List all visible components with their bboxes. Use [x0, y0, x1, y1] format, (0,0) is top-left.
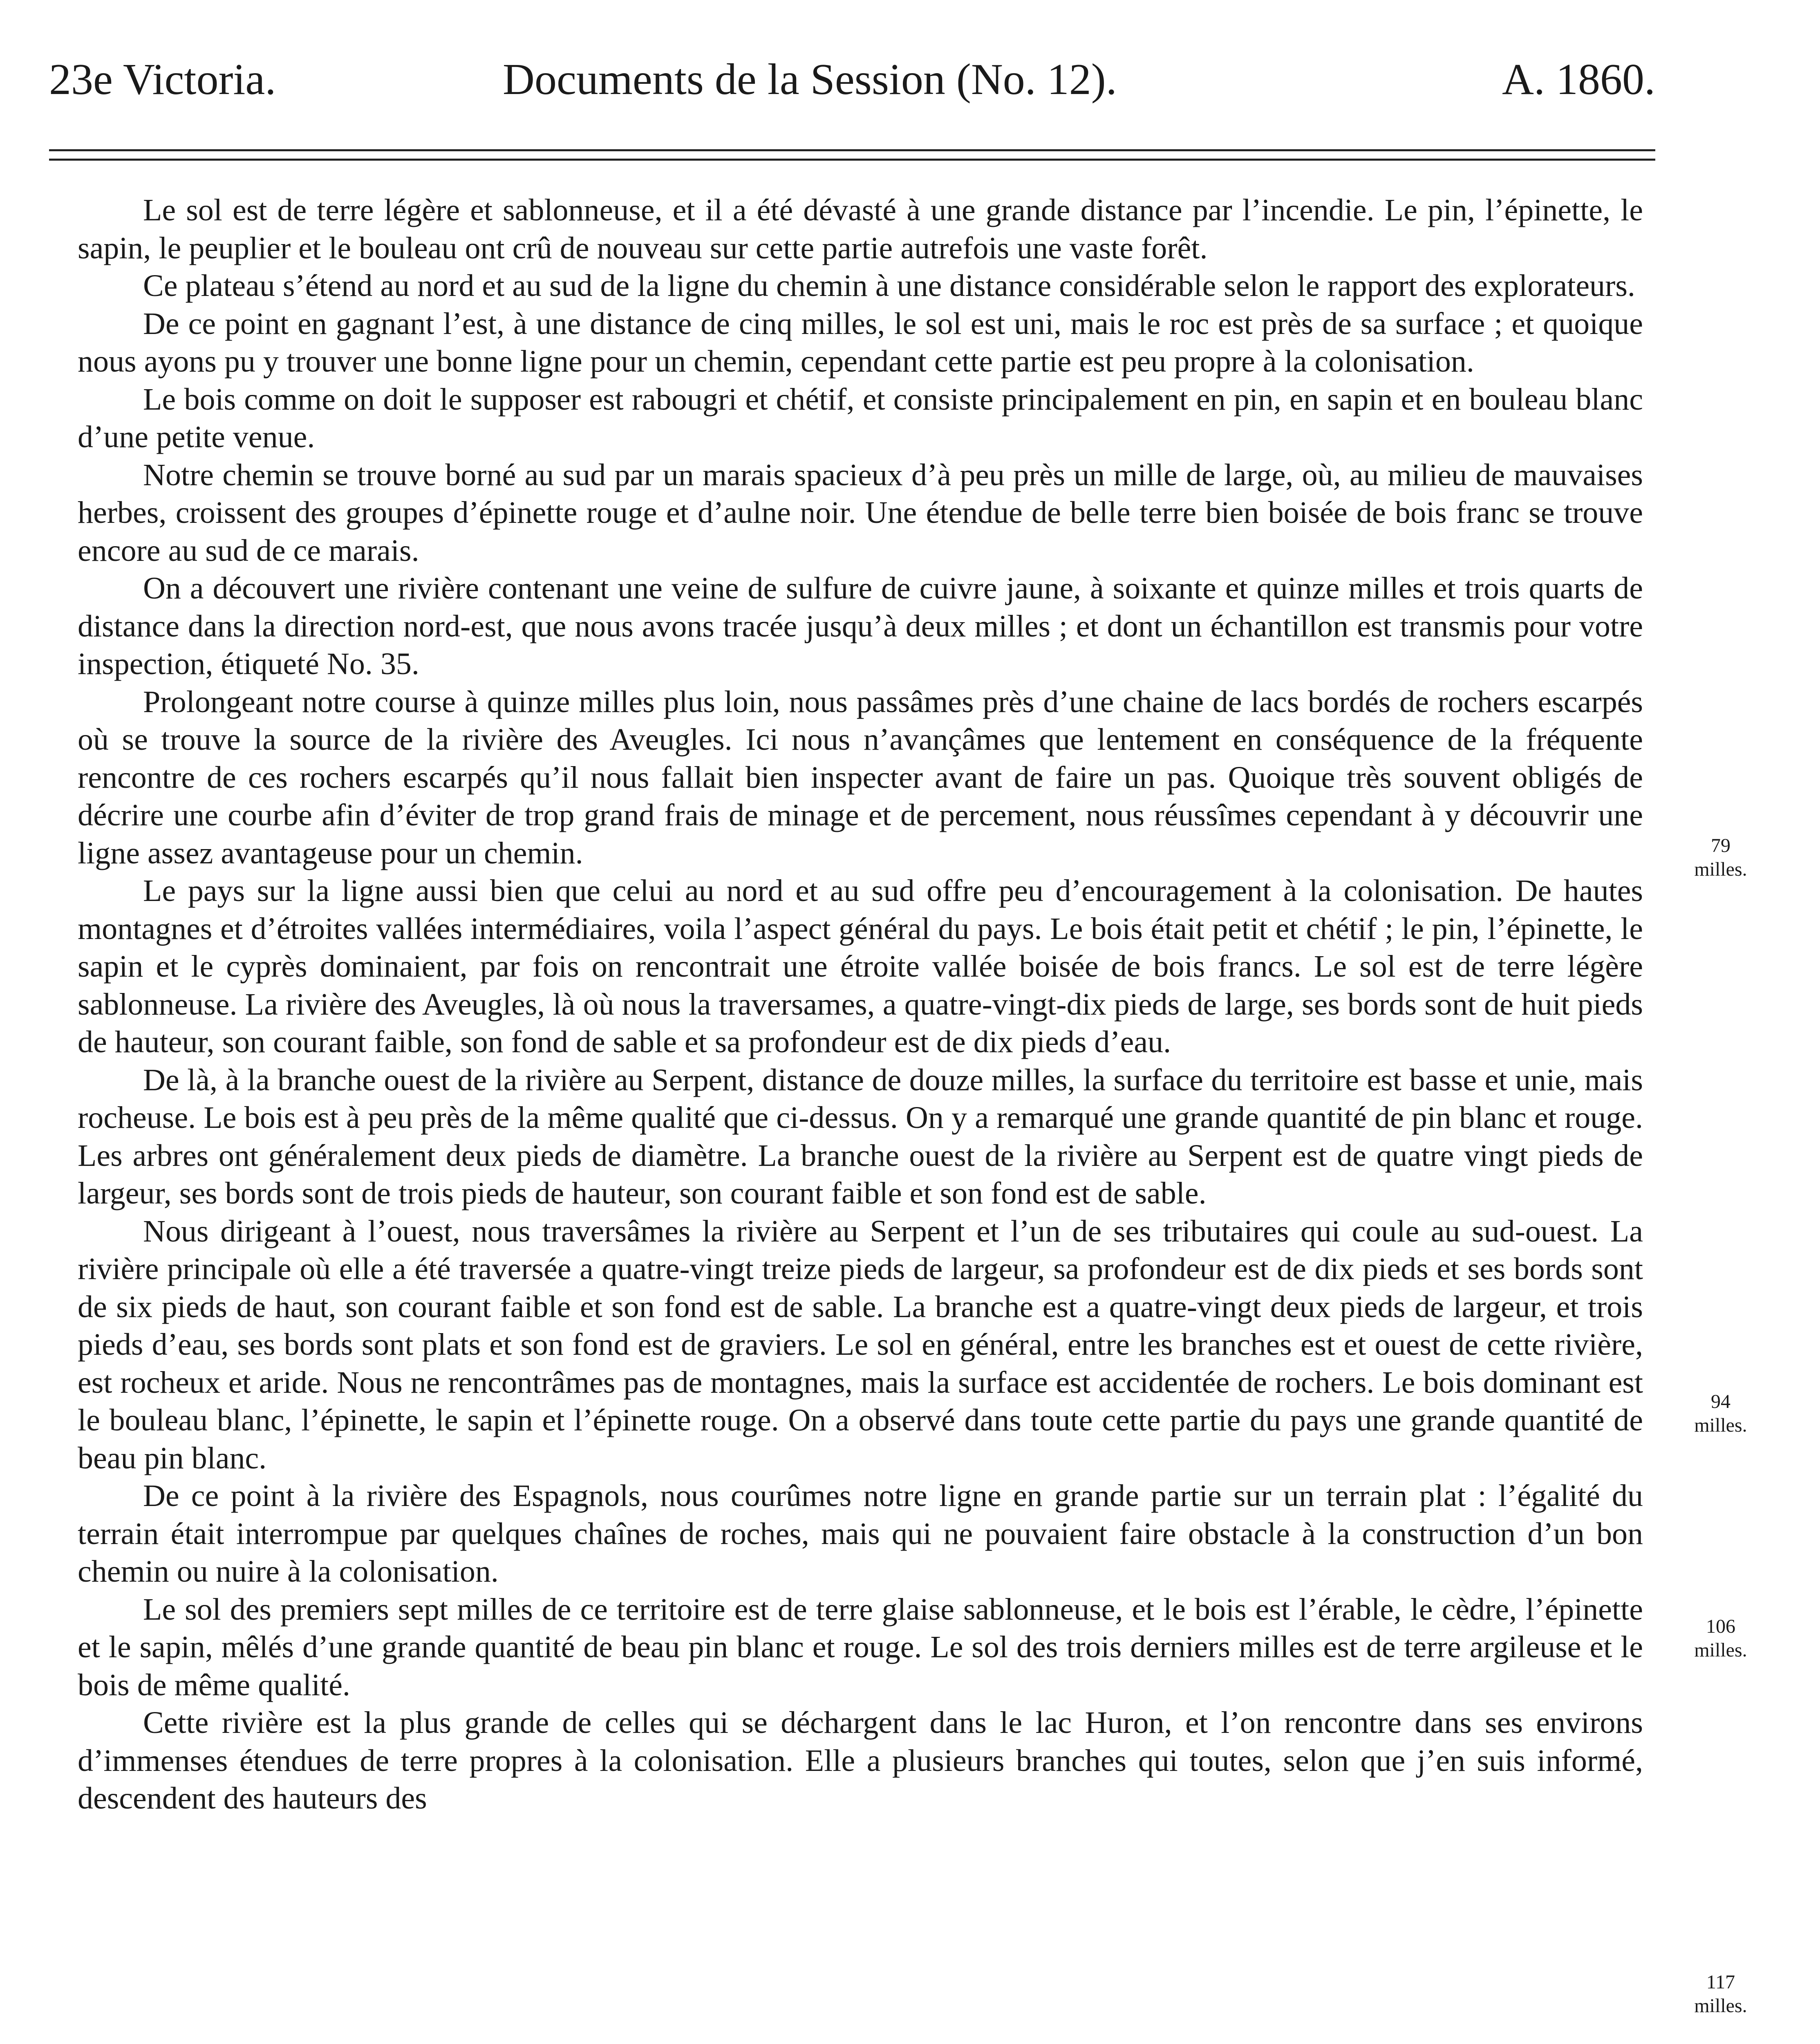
margin-note-106	[1659, 1615, 1782, 1662]
paragraph: Le bois comme on doit le supposer est rabougri et chétif, et consiste principalement en pin, en sapin et en bouleau blanc d’une petite venue.	[78, 382, 1643, 454]
margin-note-number: 79	[1711, 835, 1730, 856]
header-rule-top	[49, 149, 1655, 151]
margin-note-unit: milles.	[1694, 1995, 1747, 2017]
header-year: A. 1860.	[1502, 55, 1655, 104]
header-rule-bottom	[49, 159, 1655, 161]
paragraph: De ce point à la rivière des Espagnols, nous courûmes notre ligne en grande partie sur un terrain plat : l’égalité du terrain était interrompue par quelques chaînes de roches, mais qui ne pouvaient faire obstacle à la construction d’un bon chemin ou nuire à la colonisation.	[78, 1479, 1643, 1589]
margin-note-unit: milles.	[1694, 1414, 1747, 1436]
paragraph: Le sol est de terre légère et sablonneuse, et il a été dévasté à une grande distance par l’incendie. Le pin, l’épinette, le sapin, le peuplier et le bouleau ont crû de nouveau sur cette partie autrefois une vaste forêt.	[78, 193, 1643, 265]
margin-note-number: 117	[1706, 1971, 1735, 1993]
margin-note-79	[1659, 834, 1782, 881]
header-title: Documents de la Session (No. 12).	[503, 55, 1117, 104]
margin-note-unit: milles.	[1694, 858, 1747, 880]
margin-note-number: 106	[1706, 1616, 1735, 1637]
paragraph: Notre chemin se trouve borné au sud par un marais spacieux d’à peu près un mille de large, où, au milieu de mauvaises herbes, croissent des groupes d’épinette rouge et d’aulne noir. Une étendue de belle terre bien boisée de bois franc se trouve encore au sud de ce marais.	[78, 457, 1643, 568]
paragraph: Ce plateau s’étend au nord et au sud de la ligne du chemin à une distance considérable selon le rapport des explorateurs.	[143, 269, 1635, 303]
margin-note-94	[1659, 1390, 1782, 1437]
margin-note-117	[1659, 1970, 1782, 2018]
page-header	[49, 49, 1655, 110]
header-session: 23e Victoria.	[49, 55, 276, 104]
paragraph: Prolongeant notre course à quinze milles plus loin, nous passâmes près d’une chaine de lacs bordés de rochers escarpés où se trouve la source de la rivière des Aveugles. Ici nous n’avançâmes que lentement en conséquence de la fréquente rencontre de ces rochers escarpés qu’il nous fallait bien inspecter avant de faire un pas. Quoique très souvent obligés de décrire une courbe afin d’éviter de trop grand frais de minage et de percement, nous réussîmes cependant à y découvrir une ligne assez avantageuse pour un chemin.	[78, 684, 1643, 870]
margin-note-number: 94	[1711, 1391, 1730, 1412]
paragraph: On a découvert une rivière contenant une veine de sulfure de cuivre jaune, à soixante et quinze milles et trois quarts de distance dans la direction nord-est, que nous avons tracée jusqu’à deux milles ; et dont un échantillon est transmis pour votre inspection, étiqueté No. 35.	[78, 571, 1643, 681]
paragraph: Le sol des premiers sept milles de ce territoire est de terre glaise sablonneuse, et le bois est l’érable, le cèdre, l’épinette et le sapin, mêlés d’une grande quantité de beau pin blanc et rouge. Le sol des trois derniers milles est de terre argileuse et le bois de même qualité.	[78, 1592, 1643, 1702]
paragraph: Le pays sur la ligne aussi bien que celui au nord et au sud offre peu d’encouragement à la colonisation. De hautes montagnes et d’étroites vallées intermédiaires, voila l’aspect général du pays. Le bois était petit et chétif ; le pin, l’épinette, le sapin et le cyprès dominaient, par fois on rencontrait une étroite vallée boisée de bois francs. Le sol est de terre légère sablonneuse. La rivière des Aveugles, là où nous la traversames, a quatre-vingt-dix pieds de large, ses bords sont de huit pieds de hauteur, son courant faible, son fond de sable et sa profondeur est de dix pieds d’eau.	[78, 874, 1643, 1059]
margin-note-unit: milles.	[1694, 1639, 1747, 1661]
paragraph: De ce point en gagnant l’est, à une distance de cinq milles, le sol est uni, mais le roc est près de sa surface ; et quoique nous ayons pu y trouver une bonne ligne pour un chemin, cependant cette partie est peu propre à la colonisation.	[78, 306, 1643, 379]
paragraph: De là, à la branche ouest de la rivière au Serpent, distance de douze milles, la surface du territoire est basse et unie, mais rocheuse. Le bois est à peu près de la même qualité que ci-dessus. On y a remarqué une grande quantité de pin blanc et rouge. Les arbres ont généralement deux pieds de diamètre. La branche ouest de la rivière au Serpent est de quatre vingt pieds de largeur, ses bords sont de trois pieds de hauteur, son courant faible et son fond est de sable.	[78, 1062, 1643, 1210]
paragraph: Nous dirigeant à l’ouest, nous traversâmes la rivière au Serpent et l’un de ses tributaires qui coule au sud-ouest. La rivière principale où elle a été traversée a quatre-vingt treize pieds de largeur, sa profondeur est de dix pieds et ses bords sont de six pieds de haut, son courant faible et son fond est de sable. La branche est a quatre-vingt deux pieds de largeur, et trois pieds d’eau, ses bords sont plats et son fond est de graviers. Le sol en général, entre les branches est et ouest de cette rivière, est rocheux et aride. Nous ne rencontrâmes pas de montagnes, mais la surface est accidentée de rochers. Le bois dominant est le bouleau blanc, l’épinette, le sapin et l’épinette rouge. On a observé dans toute cette partie du pays une grande quantité de beau pin blanc.	[78, 1214, 1643, 1475]
paragraph: Cette rivière est la plus grande de celles qui se déchargent dans le lac Huron, et l’on rencontre dans ses environs d’immenses étendues de terre propres à la colonisation. Elle a plusieurs branches qui toutes, selon que j’en suis informé, descendent des hauteurs des	[78, 1706, 1643, 1815]
document-body	[78, 191, 1643, 1818]
